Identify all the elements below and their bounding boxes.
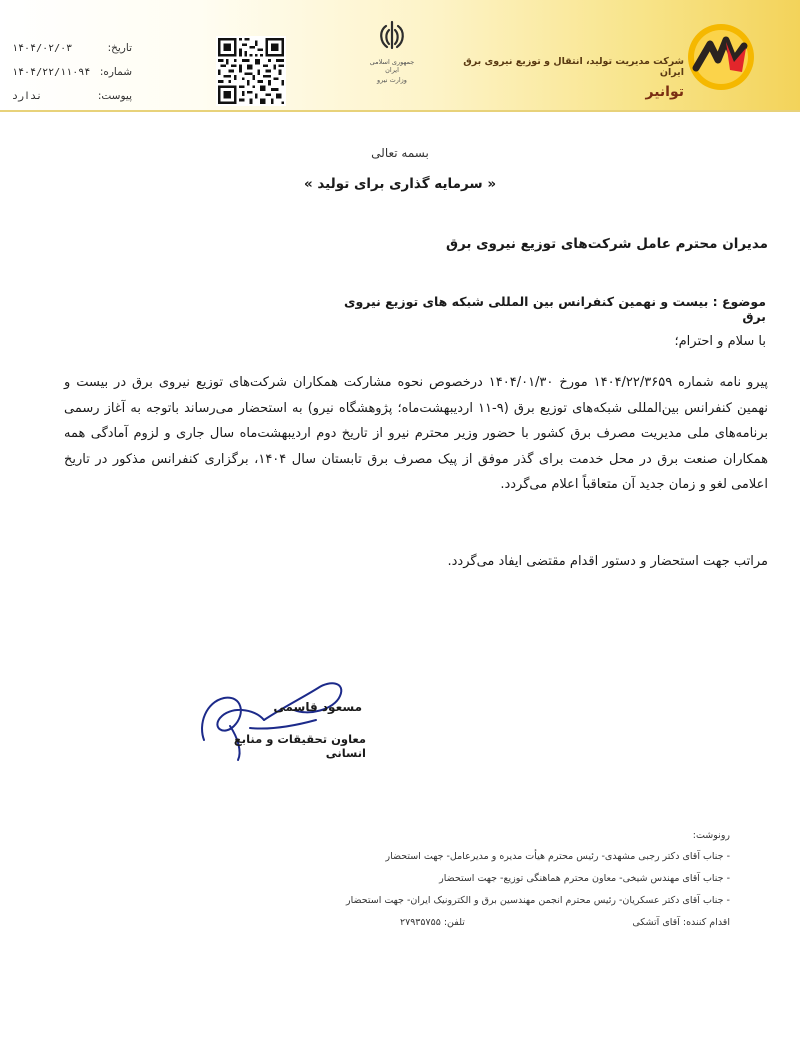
cc-heading: رونوشت: — [692, 830, 730, 841]
emblem-subtitle-1: جمهوری اسلامی ایران — [369, 58, 415, 75]
slogan: « سرمایه گذاری برای تولید » — [303, 176, 497, 192]
qr-code — [216, 36, 286, 106]
emblem-icon — [375, 18, 409, 52]
company-block — [462, 56, 684, 100]
company-short-name: توانیر — [645, 84, 684, 100]
emblem-subtitle-2: وزارت نیرو — [377, 76, 407, 85]
invocation: بسمه تعالی — [371, 146, 429, 160]
number-row — [12, 60, 132, 84]
number-value: ۱۴۰۴/۲۲/۱۱۰۹۴ — [12, 66, 91, 78]
cc-item: - جناب آقای دکتر رجبی مشهدی- رئیس محترم هیأت مدیره و مدیرعامل- جهت استحضار — [385, 851, 730, 862]
company-name: شرکت مدیریت تولید، انتقال و توزیع نیروی برق ایران — [463, 56, 684, 78]
greeting: با سلام و احترام؛ — [674, 334, 766, 349]
cc-item: - جناب آقای مهندس شیخی- معاون محترم هماهنگی توزیع- جهت استحضار — [439, 873, 730, 884]
cc-footer — [400, 912, 730, 934]
tavanir-logo-icon — [686, 22, 756, 92]
date-label: تاریخ: — [107, 42, 132, 54]
phone: تلفن: ۲۷۹۳۵۷۵۵ — [400, 917, 465, 928]
cc-item: - جناب آقای دکتر عسکریان- رئیس محترم انجمن مهندسین برق و الکترونیک ایران- جهت استحضار — [346, 895, 730, 906]
attachment-label: پیوست: — [97, 90, 132, 102]
iran-emblem — [362, 18, 422, 98]
subject: موضوع : بیست و نهمین کنفرانس بین المللی شبکه های توزیع نیروی برق — [344, 294, 766, 324]
addressee: مدیران محترم عامل شرکت‌های توزیع نیروی برق — [445, 236, 768, 252]
handler: اقدام کننده: آقای آتشکی — [632, 917, 730, 928]
date-row — [12, 36, 132, 60]
body-paragraph: پیرو نامه شماره ۱۴۰۴/۲۲/۳۶۵۹ مورخ ۱۴۰۴/۰۱/۳۰ درخصوص نحوه مشارکت همکاران شرکت‌های توزیع نیروی برق در بیست و نهمین کنفرانس بین‌المللی شبکه‌های توزیع برق (۹-۱۱ اردیبهشت‌ماه؛ پژوهشگاه نیرو) به استحضار می‌رساند باتوجه به آغاز رسمی برنامه‌های ملی مدیریت مصرف برق کشور با حضور وزیر محترم نیرو از تاریخ دوم اردیبهشت‌ماه سال جاری و لزوم آمادگی همه همکاران صنعت برق در محل خدمت برای گذر موفق از پیک مصرف برق تابستان سال ۱۴۰۴، برگزاری کنفرانس مذکور در تاریخ اعلامی لغو و زمان جدید آن متعاقباً اعلام می‌گردد. — [64, 375, 768, 492]
signatory-title: معاون تحقیقات و منابع انسانی — [233, 732, 366, 760]
closing: مراتب جهت استحضار و دستور اقدام مقتضی ایفاد می‌گردد. — [447, 554, 768, 569]
letter-meta — [12, 36, 132, 108]
attachment-value: ندارد — [12, 90, 43, 102]
letterhead-divider — [0, 110, 800, 112]
cc-block — [300, 826, 730, 934]
signatory-name: مسعود قاسمی — [273, 700, 362, 714]
attachment-row — [12, 84, 132, 108]
tavanir-logo — [686, 22, 756, 102]
number-label: شماره: — [99, 66, 132, 78]
date-value: ۱۴۰۴/۰۲/۰۳ — [12, 42, 73, 54]
